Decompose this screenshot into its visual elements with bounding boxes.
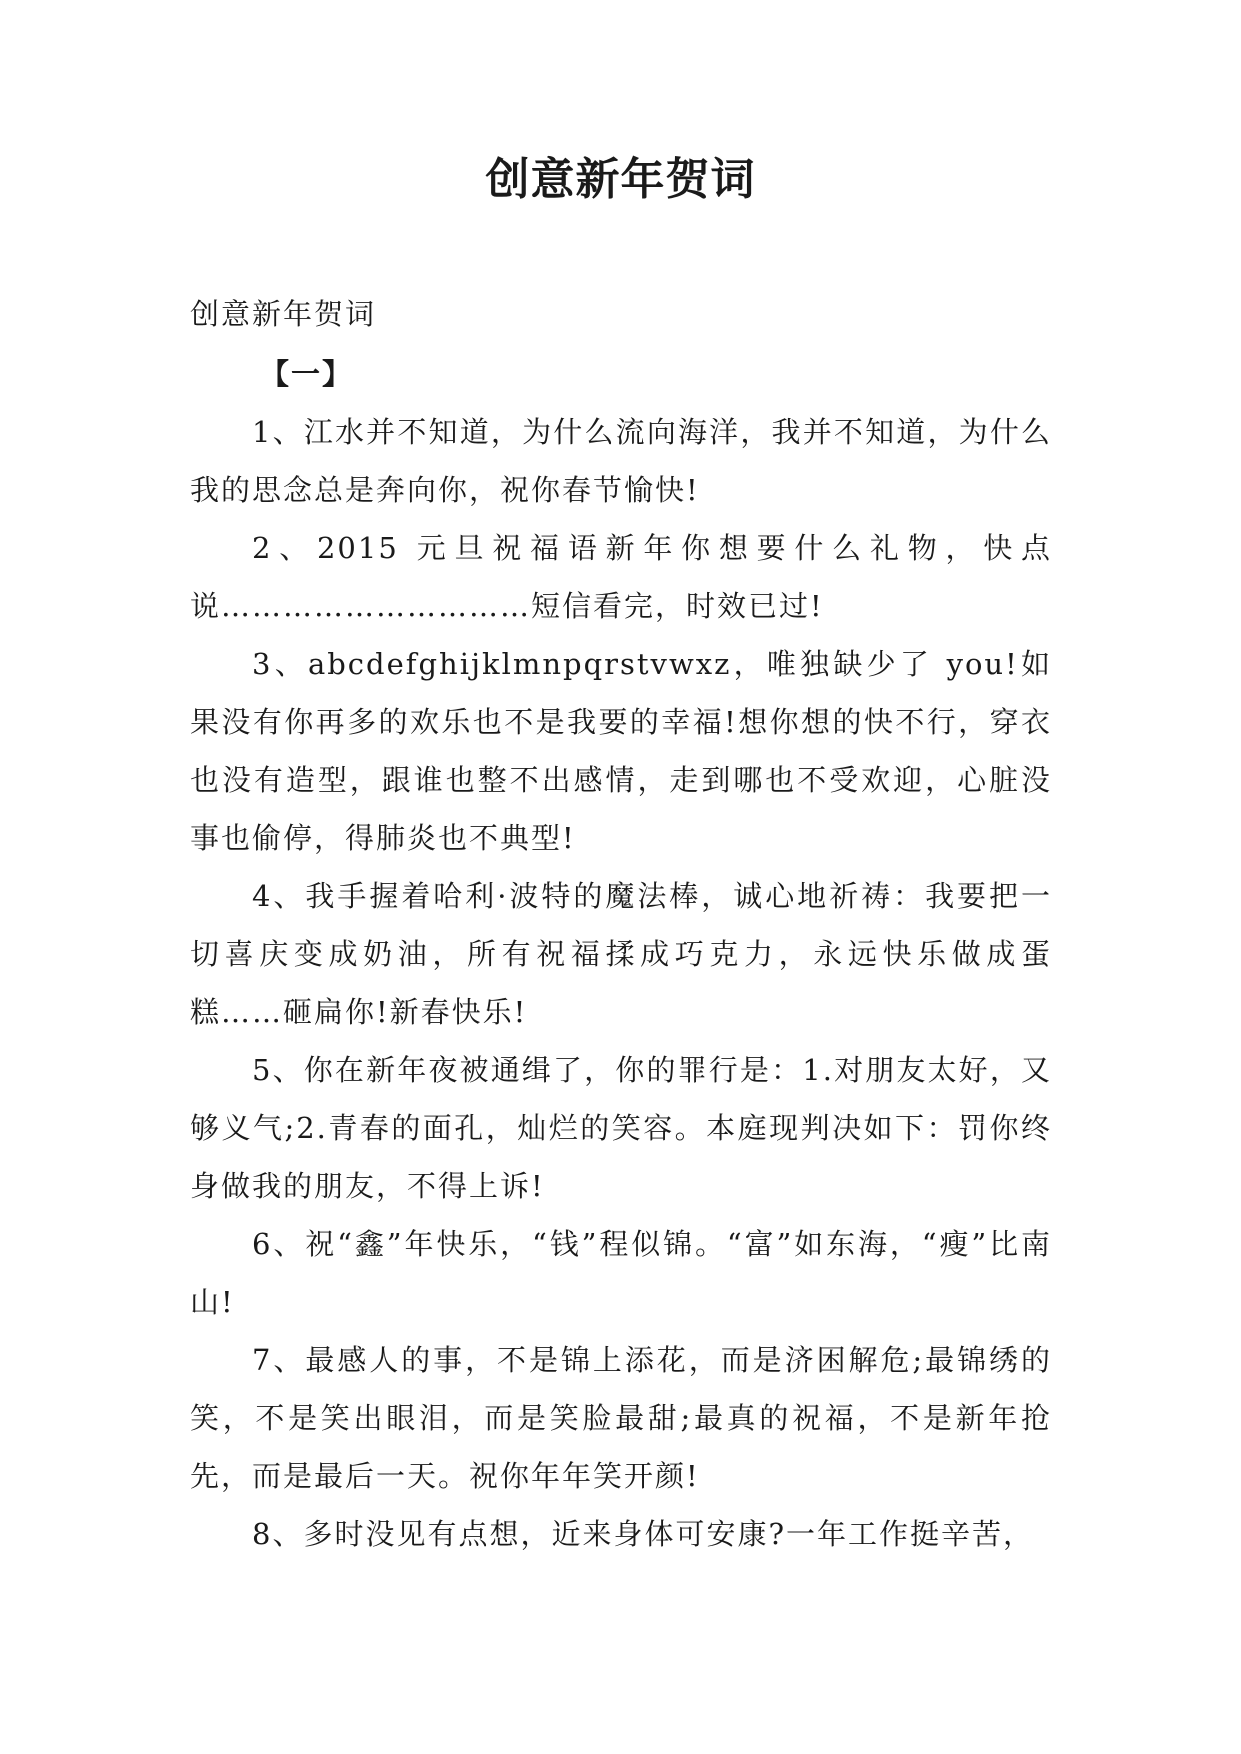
paragraph-2: 2、2015 元旦祝福语新年你想要什么礼物，快点说…………………………短信看完，时效已过! [190,531,1052,623]
paragraph-6: 6、祝“鑫”年快乐，“钱”程似锦。“富”如东海，“瘦”比南山! [190,1227,1052,1319]
paragraph-1: 1、江水并不知道，为什么流向海洋，我并不知道，为什么我的思念总是奔向你，祝你春节愉快! [190,415,1052,507]
document-subtitle: 创意新年贺词 [190,297,377,331]
document-title: 创意新年贺词 [485,154,756,205]
document-body [190,283,1052,1563]
section-heading: 【一】 [260,357,354,391]
paragraph-8: 8、多时没见有点想，近来身体可安康?一年工作挺辛苦， [252,1517,1034,1551]
paragraph-3: 3、abcdefghijklmnpqrstvwxz，唯独缺少了 you!如果没有你再多的欢乐也不是我要的幸福!想你想的快不行，穿衣也没有造型，跟谁也整不出感情，走到哪也不受欢迎，心脏没事也偷停，得肺炎也不典型! [190,647,1052,855]
paragraph-4: 4、我手握着哈利·波特的魔法棒，诚心地祈祷：我要把一切喜庆变成奶油，所有祝福揉成巧克力，永远快乐做成蛋糕……砸扁你!新春快乐! [190,879,1052,1029]
paragraph-5: 5、你在新年夜被通缉了，你的罪行是：1.对朋友太好，又够义气;2.青春的面孔，灿烂的笑容。本庭现判决如下：罚你终身做我的朋友，不得上诉! [190,1053,1052,1203]
paragraph-7: 7、最感人的事，不是锦上添花，而是济困解危;最锦绣的笑，不是笑出眼泪，而是笑脸最甜;最真的祝福，不是新年抢先，而是最后一天。祝你年年笑开颜! [190,1343,1052,1493]
